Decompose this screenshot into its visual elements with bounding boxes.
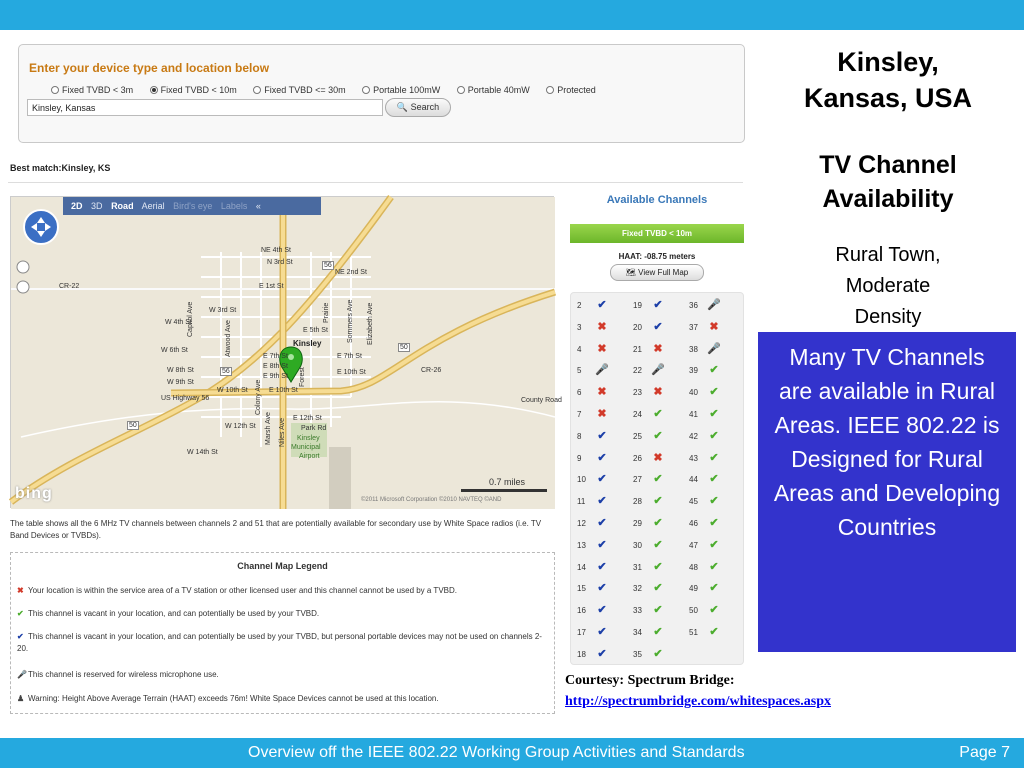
channel-number: 37 bbox=[689, 322, 698, 332]
available-channels-title: Available Channels bbox=[606, 194, 708, 206]
green-check-icon: ✔ bbox=[653, 604, 663, 617]
channel-cell bbox=[629, 513, 685, 533]
channel-number: 14 bbox=[577, 562, 586, 572]
slide-title bbox=[760, 44, 1016, 116]
tab-labels[interactable]: Labels bbox=[220, 201, 248, 211]
channel-number: 16 bbox=[577, 606, 586, 616]
radio-button-icon[interactable] bbox=[546, 86, 554, 94]
blue-check-icon: ✔ bbox=[597, 560, 607, 573]
radio-label: Fixed TVBD < 3m bbox=[62, 85, 134, 95]
green-check-icon: ✔ bbox=[709, 473, 719, 486]
blue-check-icon: ✔ bbox=[597, 626, 607, 638]
green-check-icon: ✔ bbox=[653, 517, 663, 529]
tab-road[interactable]: Road bbox=[111, 201, 134, 211]
radio-label: Fixed TVBD <= 30m bbox=[264, 85, 346, 95]
callout-box: Many TV Channels are available in Rural Areas. IEEE 802.22 is Designed for Rural Areas and Developing Countries bbox=[758, 332, 1016, 652]
map-street-label: Atwood Ave bbox=[225, 320, 232, 357]
map-street-label: E 7th St bbox=[337, 353, 362, 360]
slide-subtitle bbox=[790, 240, 986, 333]
channel-cell bbox=[685, 600, 741, 620]
route-shield: 50 bbox=[129, 422, 137, 429]
radio-label: Fixed TVBD < 10m bbox=[160, 85, 237, 95]
radio-label: Portable 40mW bbox=[467, 85, 530, 95]
search-button-label: Search bbox=[410, 102, 440, 112]
subtitle-line: Density bbox=[854, 306, 922, 328]
channel-number: 4 bbox=[577, 344, 582, 354]
map-street-label: Forest bbox=[299, 367, 306, 387]
map-street-label: Sommers Ave bbox=[347, 299, 354, 343]
map-airport-label: Kinsley bbox=[297, 435, 320, 442]
radio-fixed-3m[interactable] bbox=[51, 85, 133, 95]
legend-item bbox=[17, 669, 547, 681]
channel-cell bbox=[573, 426, 629, 446]
available-channels-panel bbox=[570, 190, 744, 666]
channel-cell bbox=[685, 578, 741, 598]
channel-number: 12 bbox=[577, 519, 586, 528]
channel-number: 22 bbox=[633, 366, 642, 376]
channel-cell bbox=[685, 622, 741, 642]
blue-check-icon: ✔ bbox=[653, 320, 663, 333]
blue-check-icon: ✔ bbox=[597, 538, 607, 551]
channel-number: 15 bbox=[577, 584, 586, 594]
channel-number: 48 bbox=[689, 562, 698, 572]
legend-text: Your location is within the service area of a TV station or other licensed user and this channel cannot be used by a TVBD. bbox=[28, 586, 457, 595]
map-street-label: Niles Ave bbox=[279, 417, 286, 447]
channel-number: 35 bbox=[633, 649, 642, 659]
title-line: Kansas, USA bbox=[803, 83, 973, 113]
legend-text: This channel is reserved for wireless microphone use. bbox=[28, 670, 219, 679]
channel-cell bbox=[573, 448, 629, 468]
legend-text: Warning: Height Above Average Terrain (HAAT) exceeds 76m! White Space Devices cannot be used at this location. bbox=[28, 694, 439, 703]
channel-cell bbox=[629, 317, 685, 337]
channel-cell bbox=[629, 382, 685, 402]
blue-check-icon: ✔ bbox=[653, 299, 663, 311]
green-check-icon: ✔ bbox=[709, 451, 719, 464]
channel-cell bbox=[629, 339, 685, 359]
radio-fixed-10m[interactable] bbox=[150, 85, 237, 95]
map-street-label: E 8th St bbox=[263, 363, 288, 370]
location-input[interactable] bbox=[27, 99, 383, 116]
channel-number: 29 bbox=[633, 519, 642, 528]
divider bbox=[8, 182, 743, 183]
green-check-icon: ✔ bbox=[709, 582, 719, 595]
courtesy-text: Courtesy: Spectrum Bridge: bbox=[565, 673, 735, 688]
radio-button-icon[interactable] bbox=[51, 86, 59, 94]
tab-birds-eye[interactable]: Bird's eye bbox=[173, 201, 213, 211]
map-street-label: E 12th St bbox=[293, 415, 322, 422]
channel-number: 32 bbox=[633, 584, 642, 594]
search-button[interactable] bbox=[385, 98, 451, 117]
map-town-label: Kinsley bbox=[293, 339, 322, 348]
green-check-icon: ✔ bbox=[653, 582, 663, 595]
channel-number: 19 bbox=[633, 301, 642, 310]
blue-check-icon: ✔ bbox=[597, 517, 607, 529]
map-street-label: Colony Ave bbox=[255, 379, 262, 415]
microphone-icon: 🎤 bbox=[707, 299, 721, 311]
green-check-icon: ✔ bbox=[653, 538, 663, 551]
channel-cell bbox=[573, 404, 629, 424]
heading-line: TV Channel bbox=[819, 151, 957, 179]
channel-cell bbox=[629, 578, 685, 598]
search-icon: 🔍 bbox=[396, 102, 411, 112]
map-street-label: W 3rd St bbox=[209, 307, 237, 314]
microphone-icon: 🎤 bbox=[17, 670, 27, 679]
green-check-icon: ✔ bbox=[17, 609, 24, 618]
blue-check-icon: ✔ bbox=[597, 582, 607, 595]
channel-number: 5 bbox=[577, 366, 582, 376]
best-match-text: Best match:Kinsley, KS bbox=[10, 163, 111, 173]
green-check-icon: ✔ bbox=[653, 647, 663, 660]
channel-number: 11 bbox=[577, 497, 586, 507]
channel-cell bbox=[629, 469, 685, 489]
channel-cell bbox=[629, 557, 685, 577]
blue-check-icon: ✔ bbox=[17, 632, 24, 641]
channel-cell bbox=[573, 469, 629, 489]
red-x-icon: ✖ bbox=[597, 386, 607, 399]
legend-item bbox=[17, 631, 547, 655]
channel-number: 30 bbox=[633, 540, 642, 550]
radio-fixed-30m[interactable] bbox=[253, 85, 345, 95]
green-check-icon: ✔ bbox=[709, 560, 719, 573]
red-x-icon: ✖ bbox=[597, 342, 607, 355]
channel-number: 10 bbox=[577, 475, 586, 485]
channel-number: 24 bbox=[633, 410, 642, 419]
legend-item bbox=[17, 585, 547, 597]
channel-number: 38 bbox=[689, 344, 698, 354]
page-number: Page 7 bbox=[959, 744, 1010, 761]
channel-cell bbox=[629, 600, 685, 620]
channel-number: 49 bbox=[689, 584, 698, 594]
green-check-icon: ✔ bbox=[709, 364, 719, 377]
footer-title: Overview off the IEEE 802.22 Working Group Activities and Standards bbox=[248, 744, 745, 761]
radio-label: Portable 100mW bbox=[373, 85, 441, 95]
channel-cell bbox=[685, 535, 741, 555]
legend-text: This channel is vacant in your location, and can potentially be used by your TVBD, but personal portable devices may not be used on channels 2-20. bbox=[17, 632, 542, 653]
channel-cell bbox=[685, 339, 741, 359]
green-check-icon: ✔ bbox=[709, 538, 719, 551]
green-check-icon: ✔ bbox=[709, 517, 719, 529]
channel-number: 31 bbox=[633, 562, 642, 572]
legend-item bbox=[17, 608, 547, 620]
channel-number: 8 bbox=[577, 431, 582, 441]
channel-number: 26 bbox=[633, 453, 642, 463]
channel-cell bbox=[573, 317, 629, 337]
map-view[interactable] bbox=[10, 196, 562, 508]
green-check-icon: ✔ bbox=[709, 626, 719, 638]
channel-number: 47 bbox=[689, 540, 698, 550]
channel-cell bbox=[573, 535, 629, 555]
channel-cell bbox=[685, 426, 741, 446]
channel-cell bbox=[573, 578, 629, 598]
channel-number: 21 bbox=[633, 344, 642, 354]
red-x-icon: ✖ bbox=[597, 320, 607, 333]
radio-button-icon[interactable] bbox=[253, 86, 261, 94]
route-shield: 56 bbox=[222, 368, 230, 375]
map-street-label: CR-26 bbox=[421, 367, 442, 374]
device-location-form bbox=[18, 44, 745, 143]
heading-line: Availability bbox=[822, 185, 954, 213]
legend-text: This channel is vacant in your location, and can potentially be used by your TVBD. bbox=[28, 609, 320, 618]
green-check-icon: ✔ bbox=[709, 429, 719, 442]
channel-map-legend bbox=[10, 552, 555, 714]
channel-cell bbox=[685, 382, 741, 402]
red-x-icon: ✖ bbox=[709, 320, 719, 333]
channel-cell bbox=[573, 360, 629, 380]
radio-button-icon[interactable] bbox=[457, 86, 465, 94]
channel-cell bbox=[685, 360, 741, 380]
source-link[interactable]: http://spectrumbridge.com/whitespaces.aspx bbox=[565, 694, 831, 709]
channel-number: 36 bbox=[689, 301, 698, 310]
channel-number: 17 bbox=[577, 628, 586, 637]
channel-cell bbox=[685, 295, 741, 315]
green-check-icon: ✔ bbox=[653, 495, 663, 508]
map-street-label: W 14th St bbox=[187, 449, 218, 456]
tab-3d[interactable]: 3D bbox=[91, 201, 103, 211]
map-street-label: W 9th St bbox=[167, 379, 194, 386]
channel-cell bbox=[573, 295, 629, 315]
route-shield: 50 bbox=[400, 344, 408, 351]
radio-label: Protected bbox=[557, 85, 596, 95]
map-street-label: Elizabeth Ave bbox=[367, 302, 374, 345]
channel-cell bbox=[629, 535, 685, 555]
channel-cell bbox=[573, 513, 629, 533]
channel-cell bbox=[685, 448, 741, 468]
channel-cell bbox=[573, 491, 629, 511]
channel-cell bbox=[629, 448, 685, 468]
slide-heading bbox=[760, 148, 1016, 216]
collapse-icon[interactable]: « bbox=[255, 201, 261, 211]
channel-cell bbox=[629, 404, 685, 424]
map-scale: 0.7 miles bbox=[489, 477, 526, 487]
channel-cell bbox=[629, 426, 685, 446]
channel-number: 46 bbox=[689, 519, 698, 528]
channel-cell bbox=[573, 339, 629, 359]
channel-cell bbox=[685, 404, 741, 424]
table-description: The table shows all the 6 MHz TV channels between channels 2 and 51 that are potentially available for secondary use by White Space radios (i.e. TV Band Devices or TVBDs). bbox=[10, 519, 542, 540]
map-street-label: E 1st St bbox=[259, 283, 284, 290]
map-street-label: Capitol Ave bbox=[187, 301, 194, 337]
subtitle-line: Moderate bbox=[845, 275, 931, 297]
channel-number: 9 bbox=[577, 453, 582, 463]
microphone-icon: 🎤 bbox=[595, 364, 609, 377]
map-street-label: W 8th St bbox=[167, 367, 194, 374]
green-check-icon: ✔ bbox=[653, 408, 663, 420]
view-full-map-label: View Full Map bbox=[638, 268, 689, 277]
tab-2d[interactable]: 2D bbox=[71, 201, 83, 211]
channel-number: 13 bbox=[577, 540, 586, 550]
radio-protected[interactable] bbox=[546, 85, 596, 95]
channel-number: 45 bbox=[689, 497, 698, 507]
channel-cell bbox=[629, 360, 685, 380]
device-type-options bbox=[51, 85, 610, 95]
red-x-icon: ✖ bbox=[653, 451, 663, 464]
channel-number: 7 bbox=[577, 410, 582, 419]
green-check-icon: ✔ bbox=[709, 408, 719, 420]
channel-cell bbox=[573, 644, 629, 664]
map-street-label: E 7th St bbox=[263, 353, 288, 360]
map-street-label: E 5th St bbox=[303, 327, 328, 334]
route-shield: 56 bbox=[324, 262, 332, 269]
channel-cell bbox=[573, 382, 629, 402]
channel-cell bbox=[573, 557, 629, 577]
map-street-label: CR-22 bbox=[59, 283, 80, 290]
map-street-label: Prairie bbox=[323, 302, 330, 323]
channel-cell bbox=[685, 513, 741, 533]
channel-grid bbox=[570, 292, 744, 665]
channel-cell bbox=[685, 317, 741, 337]
blue-check-icon: ✔ bbox=[597, 451, 607, 464]
channel-number: 51 bbox=[689, 628, 698, 637]
tab-aerial[interactable]: Aerial bbox=[141, 201, 165, 211]
blue-check-icon: ✔ bbox=[597, 604, 607, 617]
microphone-icon: 🎤 bbox=[707, 342, 721, 355]
channel-cell bbox=[685, 491, 741, 511]
legend-title: Channel Map Legend bbox=[237, 561, 328, 571]
view-full-map-button[interactable] bbox=[610, 264, 704, 281]
bing-logo: bing bbox=[15, 485, 53, 502]
map-street-label: W 4th St bbox=[165, 319, 192, 326]
map-street-label: NE 2nd St bbox=[335, 269, 367, 276]
channel-number: 20 bbox=[633, 322, 642, 332]
map-street-label: E 10th St bbox=[337, 369, 366, 376]
channel-number: 44 bbox=[689, 475, 698, 485]
blue-check-icon: ✔ bbox=[597, 473, 607, 486]
microphone-icon: 🎤 bbox=[651, 364, 665, 377]
channel-cell bbox=[629, 622, 685, 642]
radio-portable-40mw[interactable] bbox=[457, 85, 530, 95]
green-check-icon: ✔ bbox=[709, 386, 719, 399]
legend-item bbox=[17, 693, 547, 705]
map-street-label: NE 4th St bbox=[261, 247, 291, 254]
red-x-icon: ✖ bbox=[17, 586, 24, 595]
map-airport-label: Airport bbox=[299, 453, 320, 460]
channel-cell bbox=[629, 491, 685, 511]
channel-number: 42 bbox=[689, 431, 698, 441]
channel-number: 23 bbox=[633, 388, 642, 398]
channel-number: 33 bbox=[633, 606, 642, 616]
map-street-label: County Road bbox=[521, 397, 562, 404]
haat-value: HAAT: -08.75 meters bbox=[618, 252, 696, 261]
footer-bar bbox=[0, 738, 1024, 768]
map-copyright: ©2011 Microsoft Corporation ©2010 NAVTEQ ©AND bbox=[361, 497, 502, 503]
channel-number: 41 bbox=[689, 410, 698, 419]
title-line: Kinsley, bbox=[837, 47, 939, 77]
map-street-label: Marsh Ave bbox=[265, 412, 272, 445]
channel-cell bbox=[629, 644, 685, 664]
map-street-label: W 12th St bbox=[225, 423, 256, 430]
channel-number: 18 bbox=[577, 649, 586, 659]
device-type-bar: Fixed TVBD < 10m bbox=[570, 224, 744, 243]
channel-cell bbox=[573, 622, 629, 642]
red-x-icon: ✖ bbox=[653, 386, 663, 399]
top-accent-bar bbox=[0, 0, 1024, 30]
green-check-icon: ✔ bbox=[653, 626, 663, 638]
map-airport-label: Municipal bbox=[291, 444, 321, 451]
map-street-label: US Highway 56 bbox=[161, 395, 210, 402]
green-check-icon: ✔ bbox=[653, 429, 663, 442]
green-check-icon: ✔ bbox=[709, 604, 719, 617]
blue-check-icon: ✔ bbox=[597, 495, 607, 508]
map-street-label: Park Rd bbox=[301, 425, 327, 432]
map-view-tabs bbox=[63, 197, 321, 215]
warning-person-icon: ♟ bbox=[17, 694, 25, 703]
channel-cell bbox=[629, 295, 685, 315]
channel-number: 40 bbox=[689, 388, 698, 398]
blue-check-icon: ✔ bbox=[597, 299, 607, 311]
green-check-icon: ✔ bbox=[709, 495, 719, 508]
channel-cell bbox=[685, 557, 741, 577]
spectrum-bridge-screenshot bbox=[8, 44, 750, 716]
channel-number: 2 bbox=[577, 301, 582, 310]
form-title: Enter your device type and location below bbox=[29, 61, 270, 75]
radio-button-icon[interactable] bbox=[362, 86, 370, 94]
map-street-label: N 3rd St bbox=[267, 259, 293, 266]
map-street-label: W 10th St bbox=[217, 387, 248, 394]
channel-cell bbox=[685, 469, 741, 489]
blue-check-icon: ✔ bbox=[597, 647, 607, 660]
channel-cell bbox=[573, 600, 629, 620]
green-check-icon: ✔ bbox=[653, 560, 663, 573]
map-icon: 🗺 bbox=[625, 268, 639, 277]
channel-number: 34 bbox=[633, 628, 642, 637]
channel-number: 25 bbox=[633, 431, 642, 441]
channel-number: 27 bbox=[633, 475, 642, 485]
channel-number: 39 bbox=[689, 366, 698, 376]
map-street-label: E 9th St bbox=[263, 373, 288, 380]
channel-number: 43 bbox=[689, 453, 698, 463]
red-x-icon: ✖ bbox=[653, 342, 663, 355]
channel-number: 28 bbox=[633, 497, 642, 507]
channel-number: 50 bbox=[689, 606, 698, 616]
map-street-label: E 10th St bbox=[269, 387, 298, 394]
red-x-icon: ✖ bbox=[597, 408, 607, 420]
green-check-icon: ✔ bbox=[653, 473, 663, 486]
radio-button-selected-icon[interactable] bbox=[150, 86, 158, 94]
map-street-label: W 6th St bbox=[161, 347, 188, 354]
channel-number: 6 bbox=[577, 388, 582, 398]
radio-portable-100mw[interactable] bbox=[362, 85, 440, 95]
channel-number: 3 bbox=[577, 322, 582, 332]
blue-check-icon: ✔ bbox=[597, 429, 607, 442]
subtitle-line: Rural Town, bbox=[835, 244, 941, 266]
